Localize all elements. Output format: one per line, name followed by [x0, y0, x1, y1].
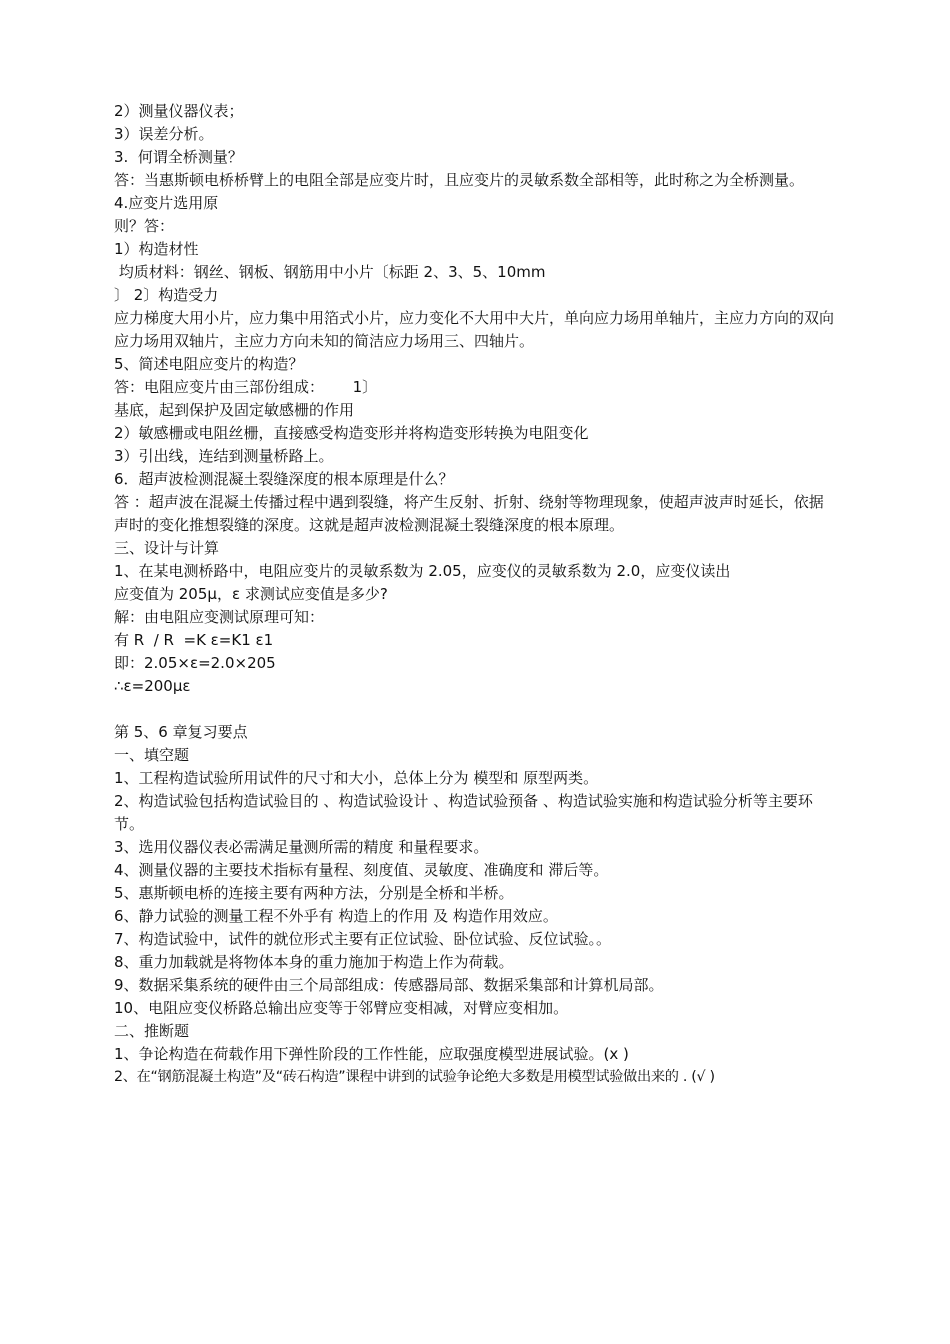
list-item: 3、选用仪器仪表必需满足量测所需的精度 和量程要求。 [114, 838, 489, 856]
text-line: 答：电阻应变片由三部份组成： 1〕 [114, 378, 378, 396]
question-heading: 4.应变片选用原 [114, 194, 219, 212]
list-item: 8、重力加载就是将物体本身的重力施加于构造上作为荷载。 [114, 953, 514, 971]
blank-line [114, 698, 836, 721]
text-line: 2）测量仪器仪表； [114, 102, 244, 120]
formula-line: 即：2.05×ε=2.0×205 [114, 654, 276, 672]
list-item: 6、静力试验的测量工程不外乎有 构造上的作用 及 构造作用效应。 [114, 907, 558, 925]
section-heading: 二、推断题 [114, 1022, 190, 1040]
list-item: 2、构造试验包括构造试验目的 、构造试验设计 、构造试验预备 、构造试验实施和构造试验分析等主要环节。 [114, 792, 813, 833]
document-body [114, 100, 836, 1089]
text-line: 均质材料：钢丝、钢板、钢筋用中小片〔标距 2、3、5、10mm [114, 263, 546, 281]
text-line: 3）误差分析。 [114, 125, 214, 143]
text-line: 解：由电阻应变测试原理可知： [114, 608, 325, 626]
section-heading: 一、填空题 [114, 746, 190, 764]
text-line: 应变值为 205μ，ε 求测试应变值是多少? [114, 585, 388, 603]
formula-line: ∴ε=200με [114, 677, 191, 695]
text-line: 基底，起到保护及固定敏感栅的作用 [114, 401, 355, 419]
list-item: 5、惠斯顿电桥的连接主要有两种方法，分别是全桥和半桥。 [114, 884, 514, 902]
list-item: 4、测量仪器的主要技术指标有量程、刻度值、灵敏度、准确度和 滞后等。 [114, 861, 609, 879]
answer-paragraph: 答 ：超声波在混凝土传播过程中遇到裂缝，将产生反射、折射、绕射等物理现象，使超声波声时延长，依据声时的变化推想裂缝的深度。这就是超声波检测混凝土裂缝深度的根本原理。 [114, 493, 824, 534]
question-heading: 6．超声波检测混凝土裂缝深度的根本原理是什么？ [114, 470, 454, 488]
answer-paragraph: 答：当惠斯顿电桥桥臂上的电阻全部是应变片时，且应变片的灵敏系数全部相等，此时称之为全桥测量。 [114, 171, 805, 189]
formula-line: 有 R / R =K ε=K1 ε1 [114, 631, 274, 649]
answer-paragraph: 应力梯度大用小片，应力集中用箔式小片，应力变化不大用中大片，单向应力场用单轴片，主应力方向的双向应力场用双轴片，主应力方向未知的简洁应力场用三、四轴片。 [114, 309, 835, 350]
text-line: 1）构造材性 [114, 240, 199, 258]
list-item: 1、工程构造试验所用试件的尺寸和大小，总体上分为 模型和 原型两类。 [114, 769, 599, 787]
question-heading: 3. 何谓全桥测量？ [114, 148, 243, 166]
text-line: 3）引出线，连结到测量桥路上。 [114, 447, 334, 465]
chapter-heading: 第 5、6 章复习要点 [114, 723, 248, 741]
list-item: 2、在“钢筋混凝土构造”及“砖石构造”课程中讲到的试验争论绝大多数是用模型试验做出来的 . (√ ) [114, 1069, 715, 1085]
text-line: 则？答： [114, 217, 175, 235]
section-heading: 三、设计与计算 [114, 539, 220, 557]
list-item: 9、数据采集系统的硬件由三个局部组成：传感器局部、数据采集部和计算机局部。 [114, 976, 664, 994]
list-item: 7、构造试验中，试件的就位形式主要有正位试验、卧位试验、反位试验。。 [114, 930, 612, 948]
text-line: 〕 2〕构造受力 [114, 286, 219, 304]
text-line: 1、在某电测桥路中，电阻应变片的灵敏系数为 2.05，应变仪的灵敏系数为 2.0，应变仪读出 [114, 562, 731, 580]
list-item: 10、电阻应变仪桥路总输出应变等于邻臂应变相减，对臂应变相加。 [114, 999, 569, 1017]
text-line: 2）敏感栅或电阻丝栅，直接感受构造变形并将构造变形转换为电阻变化 [114, 424, 589, 442]
question-heading: 5、简述电阻应变片的构造？ [114, 355, 304, 373]
list-item: 1、争论构造在荷载作用下弹性阶段的工作性能，应取强度模型进展试验。(x ) [114, 1045, 629, 1063]
